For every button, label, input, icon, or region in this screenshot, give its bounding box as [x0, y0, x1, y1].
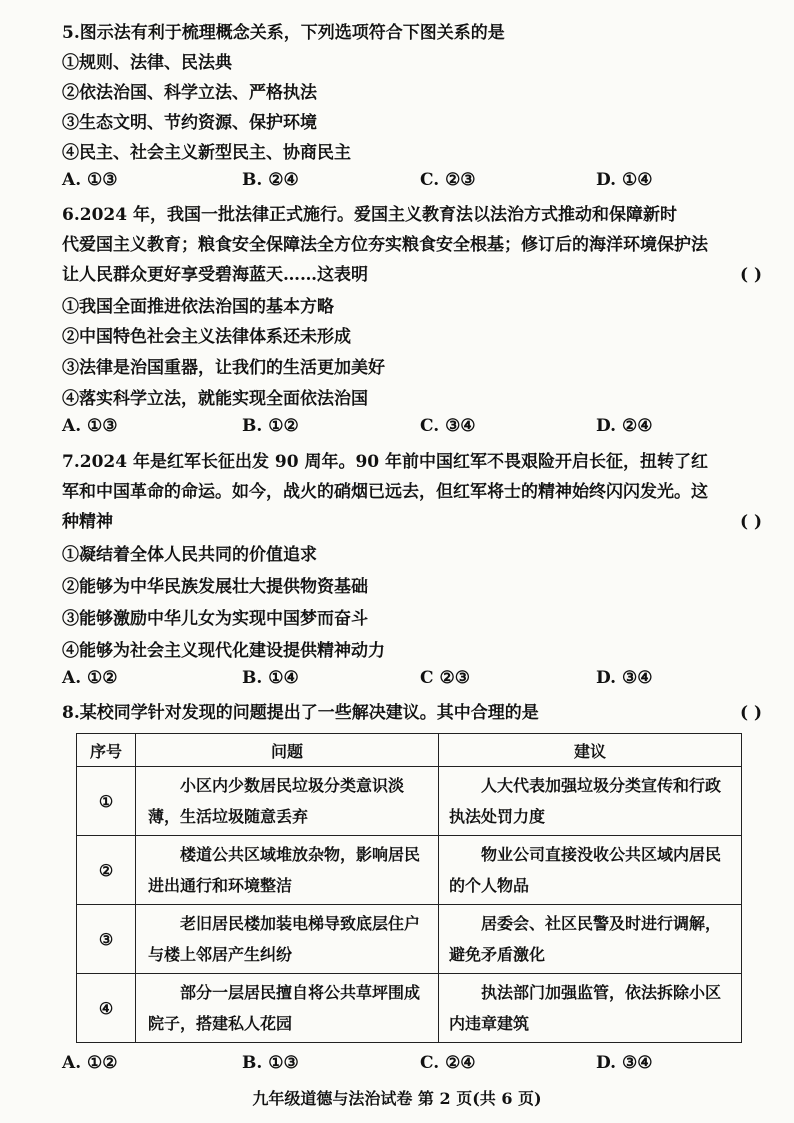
row-no: ④ — [77, 974, 136, 1043]
q7-choices — [62, 668, 752, 696]
header-problem: 问题 — [136, 734, 439, 767]
q5-choices — [62, 170, 752, 198]
q7-choice-a[interactable]: A. ①② — [62, 668, 118, 688]
q6-option-2: ②中国特色社会主义法律体系还未形成 — [62, 327, 351, 347]
table-row — [77, 974, 742, 1043]
q6-stem-line-2: 代爱国主义教育；粮食安全保障法全方位夯实粮食安全根基；修订后的海洋环境保护法 — [62, 235, 708, 255]
q7-option-4: ④能够为社会主义现代化建设提供精神动力 — [62, 641, 385, 661]
page-footer: 九年级道德与法治试卷 第 2 页(共 6 页) — [252, 1089, 542, 1108]
q6-stem-line-3 — [62, 260, 762, 290]
row-suggestion: 人大代表加强垃圾分类宣传和行政执法处罚力度 — [439, 767, 742, 836]
row-suggestion: 物业公司直接没收公共区域内居民的个人物品 — [439, 836, 742, 905]
q6-option-1: ①我国全面推进依法治国的基本方略 — [62, 297, 334, 317]
q5-option-4: ④民主、社会主义新型民主、协商民主 — [62, 143, 351, 163]
q8-choice-d[interactable]: D. ③④ — [596, 1053, 653, 1073]
q7-stem-line-3 — [62, 507, 762, 537]
q7-choice-b[interactable]: B. ①④ — [242, 668, 299, 688]
row-problem: 部分一层居民擅自将公共草坪围成院子，搭建私人花园 — [136, 974, 439, 1043]
q8-choice-a[interactable]: A. ①② — [62, 1053, 118, 1073]
q6-option-4: ④落实科学立法，就能实现全面依法治国 — [62, 389, 368, 409]
q5-choice-d[interactable]: D. ①④ — [596, 170, 653, 190]
row-problem: 老旧居民楼加装电梯导致底层住户与楼上邻居产生纠纷 — [136, 905, 439, 974]
q5-option-2: ②依法治国、科学立法、严格执法 — [62, 83, 317, 103]
q5-choice-c[interactable]: C. ②③ — [420, 170, 476, 190]
q6-stem-line-1: 6.2024 年，我国一批法律正式施行。爱国主义教育法以法治方式推动和保障新时 — [62, 205, 677, 225]
q6-choices — [62, 416, 752, 444]
q8-stem-line — [62, 698, 762, 728]
q7-stem-line-3-text: 种精神 — [62, 512, 113, 532]
q7-stem-line-2: 军和中国革命的命运。如今，战火的硝烟已远去，但红军将士的精神始终闪闪发光。这 — [62, 482, 708, 502]
row-suggestion: 居委会、社区民警及时进行调解，避免矛盾激化 — [439, 905, 742, 974]
q6-choice-b[interactable]: B. ①② — [242, 416, 299, 436]
q6-stem-line-3-text: 让人民群众更好享受碧海蓝天……这表明 — [62, 265, 368, 285]
q7-choice-c[interactable]: C ②③ — [420, 668, 470, 688]
table-row — [77, 836, 742, 905]
q5-stem-text: 5.图示法有利于梳理概念关系，下列选项符合下图关系的是 — [62, 23, 505, 43]
q5-stem — [62, 18, 762, 48]
q5-choice-b[interactable]: B. ②④ — [242, 170, 299, 190]
table-row — [77, 767, 742, 836]
q6-answer-paren[interactable]: ( ) — [739, 265, 762, 285]
q8-choices — [62, 1053, 752, 1081]
q8-choice-c[interactable]: C. ②④ — [420, 1053, 476, 1073]
q8-table — [76, 733, 742, 1043]
q7-answer-paren[interactable]: ( ) — [739, 512, 762, 532]
q7-stem — [62, 447, 762, 537]
q6-choice-d[interactable]: D. ②④ — [596, 416, 653, 436]
q7-option-1: ①凝结着全体人民共同的价值追求 — [62, 545, 317, 565]
row-problem: 小区内少数居民垃圾分类意识淡薄，生活垃圾随意丢弃 — [136, 767, 439, 836]
q6-choice-a[interactable]: A. ①③ — [62, 416, 118, 436]
q5-option-3: ③生态文明、节约资源、保护环境 — [62, 113, 317, 133]
q7-option-2: ②能够为中华民族发展壮大提供物资基础 — [62, 577, 368, 597]
table-row — [77, 905, 742, 974]
row-no: ② — [77, 836, 136, 905]
q7-option-3: ③能够激励中华儿女为实现中国梦而奋斗 — [62, 609, 368, 629]
table-header-row — [77, 734, 742, 767]
q6-option-3: ③法律是治国重器，让我们的生活更加美好 — [62, 358, 385, 378]
header-no: 序号 — [77, 734, 136, 767]
row-problem: 楼道公共区域堆放杂物，影响居民进出通行和环境整洁 — [136, 836, 439, 905]
q8-stem — [62, 698, 762, 728]
q6-choice-c[interactable]: C. ③④ — [420, 416, 476, 436]
header-suggestion: 建议 — [439, 734, 742, 767]
q8-choice-b[interactable]: B. ①③ — [242, 1053, 299, 1073]
row-no: ① — [77, 767, 136, 836]
row-no: ③ — [77, 905, 136, 974]
q7-stem-line-1: 7.2024 年是红军长征出发 90 周年。90 年前中国红军不畏艰险开启长征，扭转了红 — [62, 452, 709, 472]
q8-stem-text: 8.某校同学针对发现的问题提出了一些解决建议。其中合理的是 — [62, 703, 539, 723]
row-suggestion: 执法部门加强监管，依法拆除小区内违章建筑 — [439, 974, 742, 1043]
q7-choice-d[interactable]: D. ③④ — [596, 668, 653, 688]
q6-stem — [62, 200, 762, 290]
q5-option-1: ①规则、法律、民法典 — [62, 53, 232, 73]
q8-answer-paren[interactable]: ( ) — [739, 703, 762, 723]
q5-choice-a[interactable]: A. ①③ — [62, 170, 118, 190]
